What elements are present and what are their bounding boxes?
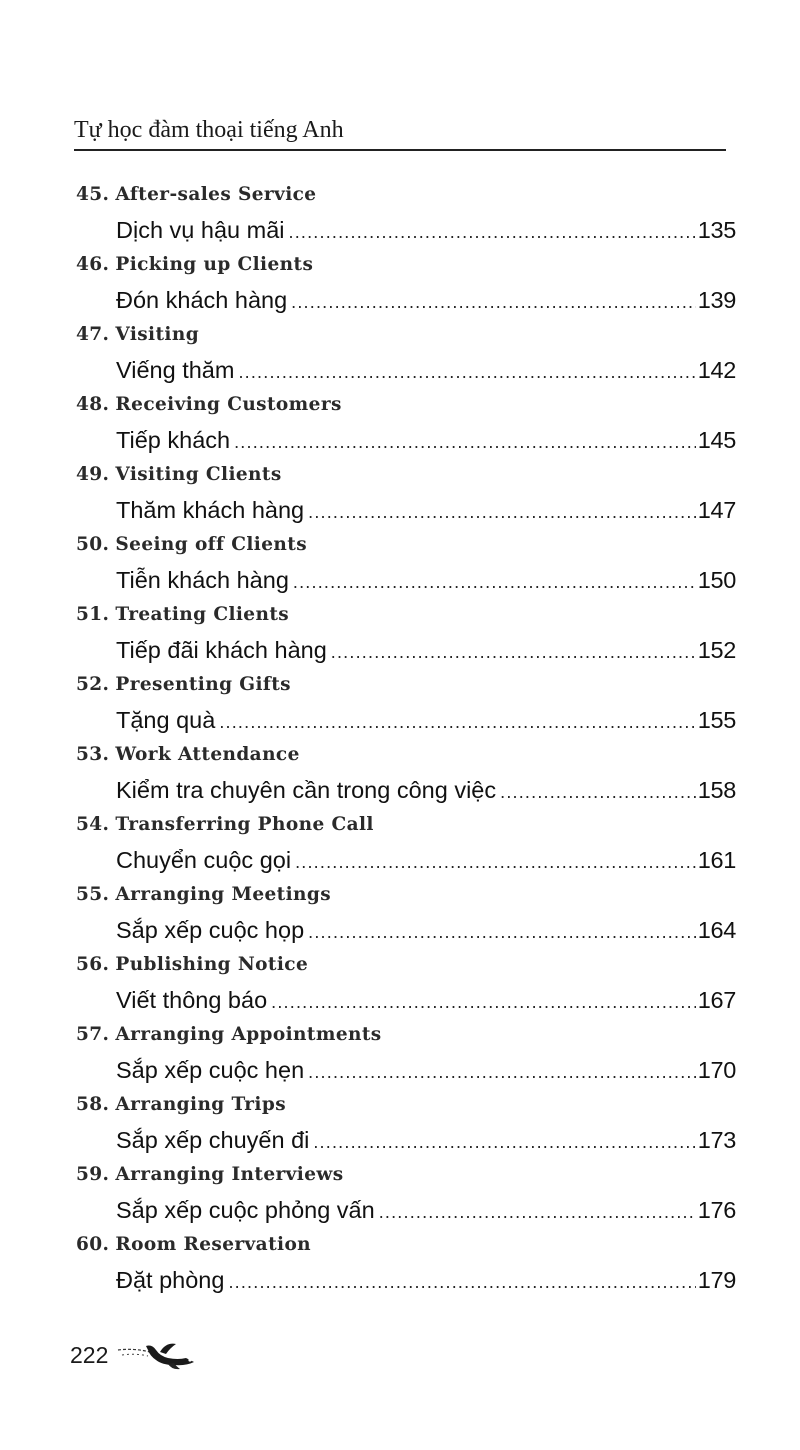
chapter-title-en-text: Publishing Notice (115, 954, 309, 975)
toc-entry (76, 1228, 736, 1298)
chapter-page-number: 152 (697, 637, 736, 663)
chapter-title-vi: Kiểm tra chuyên cần trong công việc (116, 777, 497, 803)
page-number: 222 (70, 1341, 109, 1368)
chapter-line-vi (116, 703, 736, 737)
chapter-title-vi: Sắp xếp cuộc họp (116, 917, 305, 943)
chapter-title-en-text: Arranging Interviews (115, 1164, 344, 1185)
chapter-number: 51. (76, 604, 110, 625)
toc-entry (76, 738, 736, 808)
toc-entry (76, 598, 736, 668)
chapter-line-vi (116, 283, 736, 317)
chapter-number: 55. (76, 884, 110, 905)
chapter-number: 45. (76, 184, 110, 205)
page-header (74, 112, 724, 152)
chapter-title-en (76, 248, 313, 282)
dot-leader (308, 1055, 696, 1089)
chapter-title-en-text: Visiting Clients (115, 464, 282, 485)
chapter-title-vi: Sắp xếp cuộc phỏng vấn (116, 1197, 375, 1223)
toc-entry (76, 248, 736, 318)
chapter-title-en-text: Room Reservation (115, 1234, 312, 1255)
chapter-number: 49. (76, 464, 110, 485)
chapter-line-vi (116, 213, 736, 247)
chapter-number: 53. (76, 744, 110, 765)
chapter-page-number: 139 (697, 287, 736, 313)
chapter-number: 57. (76, 1024, 110, 1045)
chapter-title-en-text: Arranging Meetings (115, 884, 332, 905)
dot-leader (293, 565, 696, 599)
chapter-title-vi: Tiếp đãi khách hàng (116, 637, 327, 663)
chapter-title-vi: Thăm khách hàng (116, 497, 305, 523)
dot-leader (308, 495, 696, 529)
toc-entry (76, 388, 736, 458)
chapter-title-vi: Tiếp khách (116, 427, 231, 453)
chapter-page-number: 167 (697, 987, 736, 1013)
chapter-line-vi (116, 843, 736, 877)
chapter-page-number: 145 (697, 427, 736, 453)
chapter-title-en-text: Presenting Gifts (115, 674, 292, 695)
chapter-title-en (76, 178, 316, 212)
dot-leader (219, 705, 695, 739)
book-title: Tự học đàm thoại tiếng Anh (74, 117, 344, 143)
dot-leader (500, 775, 696, 809)
chapter-title-vi: Đón khách hàng (116, 287, 288, 313)
dot-leader (379, 1195, 696, 1229)
chapter-line-vi (116, 493, 736, 527)
chapter-line-vi (116, 773, 736, 807)
chapter-page-number: 142 (697, 357, 736, 383)
chapter-number: 59. (76, 1164, 110, 1185)
chapter-line-vi (116, 913, 736, 947)
page-footer (70, 1338, 208, 1372)
chapter-number: 46. (76, 254, 110, 275)
chapter-title-en (76, 878, 331, 912)
chapter-number: 54. (76, 814, 110, 835)
toc-entry (76, 948, 736, 1018)
chapter-title-en-text: Arranging Trips (115, 1094, 287, 1115)
chapter-title-en-text: Receiving Customers (115, 394, 342, 415)
chapter-title-en (76, 668, 291, 702)
chapter-title-vi: Tiễn khách hàng (116, 567, 289, 593)
chapter-title-en-text: Seeing off Clients (115, 534, 308, 555)
flying-bird-ornament-icon (116, 1338, 208, 1372)
dot-leader (331, 635, 696, 669)
chapter-title-vi: Chuyển cuộc gọi (116, 847, 292, 873)
chapter-title-en (76, 1158, 344, 1192)
chapter-title-en (76, 1088, 286, 1122)
toc-entry (76, 1158, 736, 1228)
chapter-title-en (76, 738, 300, 772)
chapter-title-en (76, 388, 342, 422)
chapter-number: 58. (76, 1094, 110, 1115)
dot-leader (291, 285, 696, 319)
dot-leader (228, 1265, 695, 1299)
chapter-line-vi (116, 353, 736, 387)
chapter-number: 47. (76, 324, 110, 345)
chapter-title-en (76, 528, 307, 562)
chapter-title-vi: Đặt phòng (116, 1267, 225, 1293)
chapter-number: 60. (76, 1234, 110, 1255)
toc-entry (76, 1088, 736, 1158)
chapter-title-en-text: Picking up Clients (115, 254, 314, 275)
chapter-title-vi: Dịch vụ hậu mãi (116, 217, 285, 243)
chapter-number: 48. (76, 394, 110, 415)
toc-entry (76, 808, 736, 878)
chapter-title-en-text: Visiting (115, 324, 200, 345)
chapter-number: 50. (76, 534, 110, 555)
chapter-title-en (76, 948, 308, 982)
chapter-title-vi: Sắp xếp chuyến đi (116, 1127, 310, 1153)
chapter-page-number: 155 (697, 707, 736, 733)
toc-entry (76, 1018, 736, 1088)
chapter-page-number: 150 (697, 567, 736, 593)
dot-leader (313, 1125, 695, 1159)
chapter-title-en (76, 318, 199, 352)
chapter-title-vi: Viếng thăm (116, 357, 235, 383)
chapter-page-number: 161 (697, 847, 736, 873)
chapter-title-vi: Sắp xếp cuộc hẹn (116, 1057, 305, 1083)
dot-leader (289, 215, 696, 249)
dot-leader (238, 355, 695, 389)
chapter-line-vi (116, 1193, 736, 1227)
chapter-page-number: 170 (697, 1057, 736, 1083)
chapter-title-en-text: Work Attendance (115, 744, 300, 765)
chapter-number: 52. (76, 674, 110, 695)
chapter-page-number: 158 (697, 777, 736, 803)
toc-entry (76, 668, 736, 738)
table-of-contents (76, 178, 736, 1298)
dot-leader (295, 845, 696, 879)
toc-entry (76, 178, 736, 248)
toc-entry (76, 458, 736, 528)
chapter-title-en (76, 1018, 382, 1052)
header-divider (74, 149, 726, 151)
chapter-title-vi: Tặng quà (116, 707, 216, 733)
toc-entry (76, 318, 736, 388)
chapter-title-vi: Viết thông báo (116, 987, 268, 1013)
chapter-title-en-text: Transferring Phone Call (115, 814, 374, 835)
chapter-title-en (76, 1228, 311, 1262)
chapter-page-number: 176 (697, 1197, 736, 1223)
chapter-title-en (76, 598, 289, 632)
chapter-page-number: 164 (697, 917, 736, 943)
chapter-line-vi (116, 983, 736, 1017)
chapter-page-number: 179 (697, 1267, 736, 1293)
toc-entry (76, 878, 736, 948)
chapter-line-vi (116, 563, 736, 597)
chapter-title-en-text: Arranging Appointments (115, 1024, 382, 1045)
chapter-line-vi (116, 1053, 736, 1087)
chapter-title-en-text: After-sales Service (115, 184, 317, 205)
chapter-page-number: 147 (697, 497, 736, 523)
chapter-page-number: 173 (697, 1127, 736, 1153)
toc-entry (76, 528, 736, 598)
dot-leader (308, 915, 696, 949)
chapter-title-en (76, 808, 374, 842)
dot-leader (234, 425, 696, 459)
chapter-line-vi (116, 633, 736, 667)
chapter-title-en-text: Treating Clients (115, 604, 290, 625)
chapter-line-vi (116, 1123, 736, 1157)
chapter-number: 56. (76, 954, 110, 975)
chapter-title-en (76, 458, 282, 492)
chapter-page-number: 135 (697, 217, 736, 243)
chapter-line-vi (116, 1263, 736, 1297)
chapter-line-vi (116, 423, 736, 457)
dot-leader (271, 985, 696, 1019)
